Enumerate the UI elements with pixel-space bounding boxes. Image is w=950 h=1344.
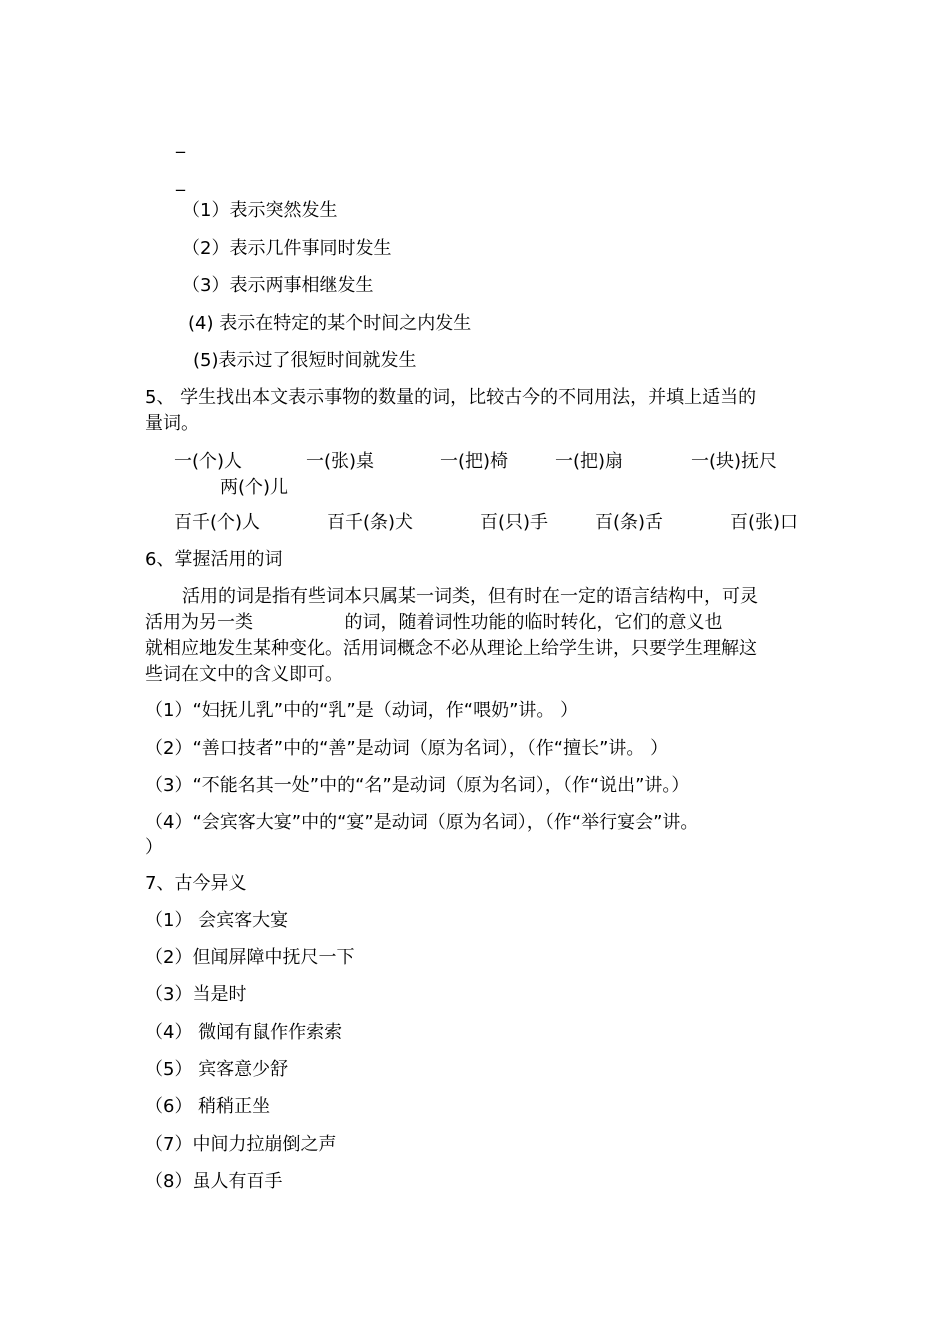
paragraph-line: 活用为另一类 的词，随着词性功能的临时转化，它们的意义也 [145,612,723,633]
paragraph-line: 些词在文中的含义即可。 [145,664,343,685]
list-item: (5)表示过了很短时间就发生 [193,350,417,371]
measure-word-item: 一(个)人 [174,451,243,472]
measure-word-item: 一(块)抚尺 [691,451,778,472]
measure-word-item: 百(条)舌 [595,512,664,533]
list-item: （3）当是时 [145,984,247,1005]
list-item: （4）“会宾客大宴”中的“宴”是动词（原为名词），（作“举行宴会”讲。 [145,812,699,833]
section-heading-cont: 量词。 [145,413,199,434]
list-item: （3）表示两事相继发生 [182,275,374,296]
section-heading: 6、掌握活用的词 [145,549,283,570]
paragraph-line: 活用的词是指有些词本只属某一词类，但有时在一定的语言结构中，可灵 [182,586,758,607]
list-item: （2）但闻屏障中抚尺一下 [145,947,355,968]
list-item: （1）表示突然发生 [182,200,338,221]
list-item: （6） 稍稍正坐 [145,1096,271,1117]
section-heading: 5、 学生找出本文表示事物的数量的词，比较古今的不同用法，并填上适当的 [145,387,757,408]
list-item: (4) 表示在特定的某个时间之内发生 [188,313,472,334]
top-mark: _ [176,171,185,192]
list-item: （2）表示几件事同时发生 [182,238,392,259]
list-item: （3）“不能名其一处”中的“名”是动词（原为名词），（作“说出”讲。） [145,775,690,796]
measure-word-item: 百千(个)人 [174,512,261,533]
paragraph-line: 就相应地发生某种变化。活用词概念不必从理论上给学生讲，只要学生理解这 [145,638,757,659]
section-heading: 7、古今异义 [145,873,247,894]
list-item: （1）“妇抚儿乳”中的“乳”是（动词，作“喂奶”讲。 ） [145,700,579,721]
top-mark: _ [176,133,185,154]
list-item: （5） 宾客意少舒 [145,1059,289,1080]
list-item: （1） 会宾客大宴 [145,910,289,931]
measure-word-item: 两(个)儿 [220,477,289,498]
list-item: （8）虽人有百手 [145,1171,283,1192]
list-item: （2）“善口技者”中的“善”是动词（原为名词），（作“擅长”讲。 ） [145,738,669,759]
measure-word-item: 一(把)椅 [440,451,509,472]
measure-word-item: 百千(条)犬 [327,512,414,533]
measure-word-item: 百(只)手 [480,512,549,533]
list-item: （7）中间力拉崩倒之声 [145,1134,337,1155]
measure-word-item: 一(张)桌 [306,451,375,472]
list-item: （4） 微闻有鼠作作索索 [145,1022,343,1043]
measure-word-item: 一(把)扇 [555,451,624,472]
list-item-cont: ） [145,837,163,858]
measure-word-item: 百(张)口 [730,512,799,533]
